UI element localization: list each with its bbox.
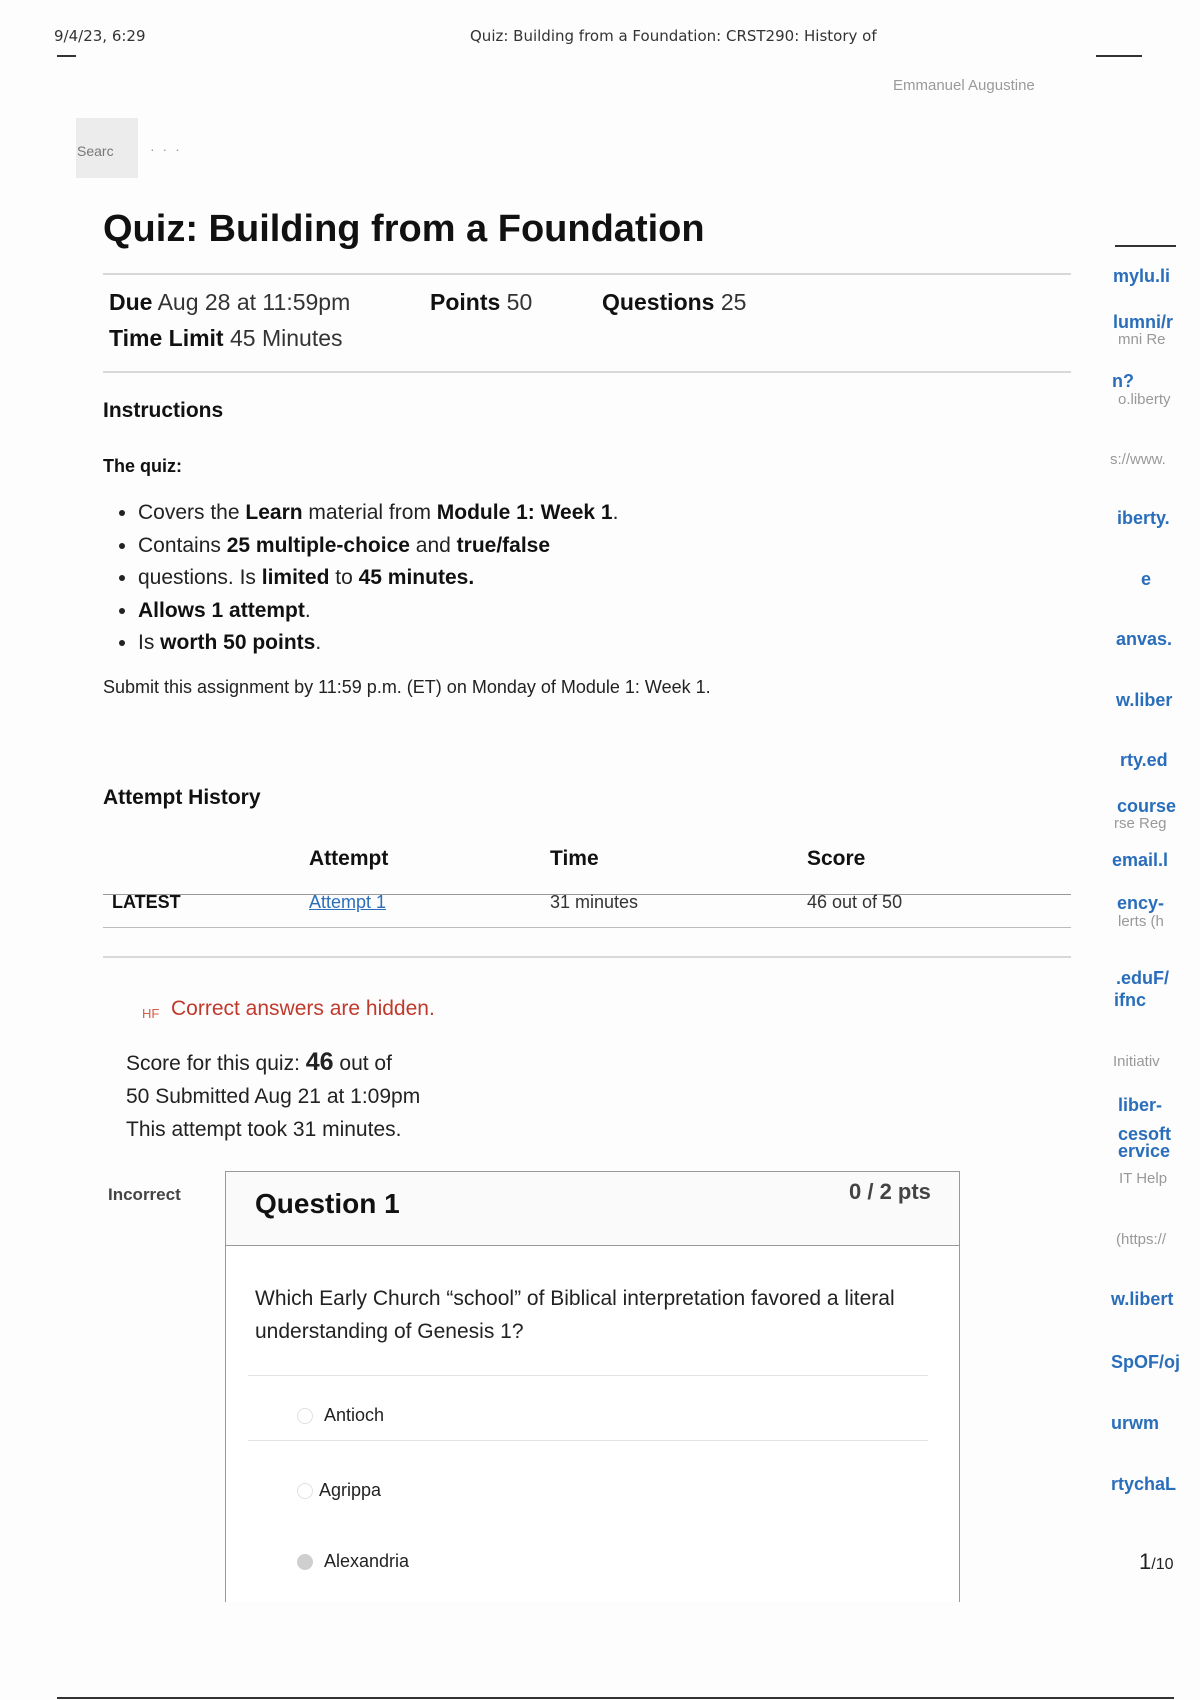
- right-link[interactable]: ervice: [1118, 1141, 1171, 1161]
- instruction-item: • questions. Is limited to 45 minutes.: [138, 562, 618, 595]
- submit-note: Submit this assignment by 11:59 p.m. (ET) on Monday of Module 1: Week 1.: [103, 677, 711, 697]
- answer-label-agrippa[interactable]: Agrippa: [319, 1480, 382, 1500]
- right-link[interactable]: ency-: [1117, 893, 1165, 913]
- answer-separator: [248, 1440, 928, 1441]
- right-text: s://www.: [1110, 451, 1166, 468]
- questions-label: Questions: [602, 289, 715, 315]
- latest-tag: LATEST: [112, 892, 181, 912]
- right-link[interactable]: SpOF/oj: [1111, 1352, 1180, 1372]
- questions-value: 25: [720, 289, 747, 315]
- print-title: Quiz: Building from a Foundation: CRST290: History of: [470, 27, 877, 45]
- instruction-item: • Covers the Learn material from Module 1: Week 1.: [138, 497, 618, 530]
- instruction-item: • Is worth 50 points.: [138, 627, 618, 660]
- attempt-score: 46 out of 50: [807, 892, 903, 912]
- score-summary: [126, 1046, 420, 1146]
- right-link[interactable]: course: [1117, 796, 1177, 816]
- right-text: mni Re: [1118, 331, 1166, 348]
- page-number: 1/10: [1139, 1549, 1174, 1574]
- question-header: [226, 1172, 959, 1246]
- user-name[interactable]: Emmanuel Augustine: [893, 77, 1035, 94]
- answer-label-alexandria[interactable]: Alexandria: [324, 1551, 410, 1571]
- header-right-dash: [1096, 55, 1142, 57]
- time-limit: [109, 325, 343, 352]
- right-link[interactable]: liber-: [1118, 1095, 1163, 1115]
- duration-line: This attempt took 31 minutes.: [126, 1118, 402, 1141]
- right-link[interactable]: cesoft: [1118, 1124, 1172, 1144]
- right-text: rse Reg: [1114, 815, 1167, 832]
- right-link[interactable]: email.l: [1112, 850, 1169, 870]
- meta-divider: [103, 371, 1071, 373]
- table-bottom-rule: [103, 927, 1071, 928]
- right-link[interactable]: rty.ed: [1120, 750, 1168, 770]
- column-score: Score: [807, 847, 866, 870]
- right-text: IT Help: [1119, 1170, 1168, 1187]
- attempt-time: 31 minutes: [550, 892, 639, 912]
- attempt-history-heading: Attempt History: [103, 786, 261, 809]
- column-attempt: Attempt: [309, 847, 389, 870]
- instruction-item: • Contains 25 multiple-choice and true/false: [138, 530, 618, 563]
- right-link[interactable]: anvas.: [1116, 629, 1173, 649]
- due-date: [109, 289, 350, 316]
- question-points: 0 / 2 pts: [849, 1179, 931, 1204]
- instructions-list: [116, 497, 618, 660]
- score-value: 46: [305, 1048, 334, 1076]
- questions-count: [602, 289, 746, 316]
- question-text: Which Early Church “school” of Biblical interpretation favored a literal understanding of Genesis 1?: [255, 1287, 895, 1343]
- right-link[interactable]: ifnc: [1114, 990, 1147, 1010]
- right-link[interactable]: mylu.li: [1113, 266, 1171, 286]
- attempt-1-link[interactable]: Attempt 1: [309, 892, 387, 912]
- search-label[interactable]: Searc: [77, 143, 114, 159]
- answer-radio-antioch[interactable]: [297, 1408, 313, 1424]
- right-text: o.liberty: [1118, 391, 1171, 408]
- submitted-line: 50 Submitted Aug 21 at 1:09pm: [126, 1085, 421, 1108]
- answers-hidden-note: Correct answers are hidden.: [171, 997, 435, 1020]
- incorrect-marker: Incorrect: [108, 1185, 181, 1204]
- right-column-rule: [1115, 245, 1176, 247]
- right-text: lerts (h: [1118, 913, 1164, 930]
- right-link[interactable]: w.libert: [1111, 1289, 1174, 1309]
- right-link[interactable]: rtychaL: [1111, 1474, 1177, 1494]
- right-link[interactable]: w.liber: [1116, 690, 1173, 710]
- quiz-label: The quiz:: [103, 456, 182, 476]
- question-title: Question 1: [255, 1188, 400, 1219]
- answer-label-antioch[interactable]: Antioch: [324, 1405, 385, 1425]
- due-value: Aug 28 at 11:59pm: [157, 289, 351, 315]
- search-more-dots: · · ·: [150, 141, 182, 157]
- column-time: Time: [550, 847, 599, 870]
- right-text: (https://: [1116, 1231, 1167, 1248]
- print-date: 9/4/23, 6:29: [54, 27, 146, 45]
- warning-icon: HF: [142, 1006, 160, 1021]
- points-value: 50: [506, 289, 533, 315]
- right-link[interactable]: n?: [1112, 371, 1134, 391]
- right-link[interactable]: e: [1141, 569, 1152, 589]
- answer-radio-alexandria[interactable]: [297, 1554, 313, 1570]
- page-title: Quiz: Building from a Foundation: [103, 208, 705, 250]
- footer-rule: [57, 1697, 1174, 1699]
- points: [430, 289, 532, 316]
- time-limit-value: 45 Minutes: [230, 325, 343, 351]
- header-left-dash: [57, 55, 76, 57]
- instructions-heading: Instructions: [103, 399, 224, 422]
- instruction-item: • Allows 1 attempt.: [138, 595, 618, 628]
- right-text: Initiativ: [1113, 1053, 1160, 1070]
- answer-separator: [248, 1375, 928, 1376]
- due-label: Due: [109, 289, 153, 315]
- title-divider: [103, 273, 1071, 275]
- right-link[interactable]: urwm: [1111, 1413, 1160, 1433]
- right-link[interactable]: iberty.: [1117, 508, 1170, 528]
- question-card: [225, 1171, 960, 1602]
- answer-radio-agrippa[interactable]: [297, 1483, 313, 1499]
- points-label: Points: [430, 289, 501, 315]
- right-link[interactable]: lumni/r: [1113, 312, 1174, 332]
- section-divider: [103, 956, 1071, 958]
- score-line: Score for this quiz: 46 out of: [126, 1048, 392, 1076]
- right-link[interactable]: .eduF/: [1116, 968, 1169, 988]
- time-limit-label: Time Limit: [109, 325, 224, 351]
